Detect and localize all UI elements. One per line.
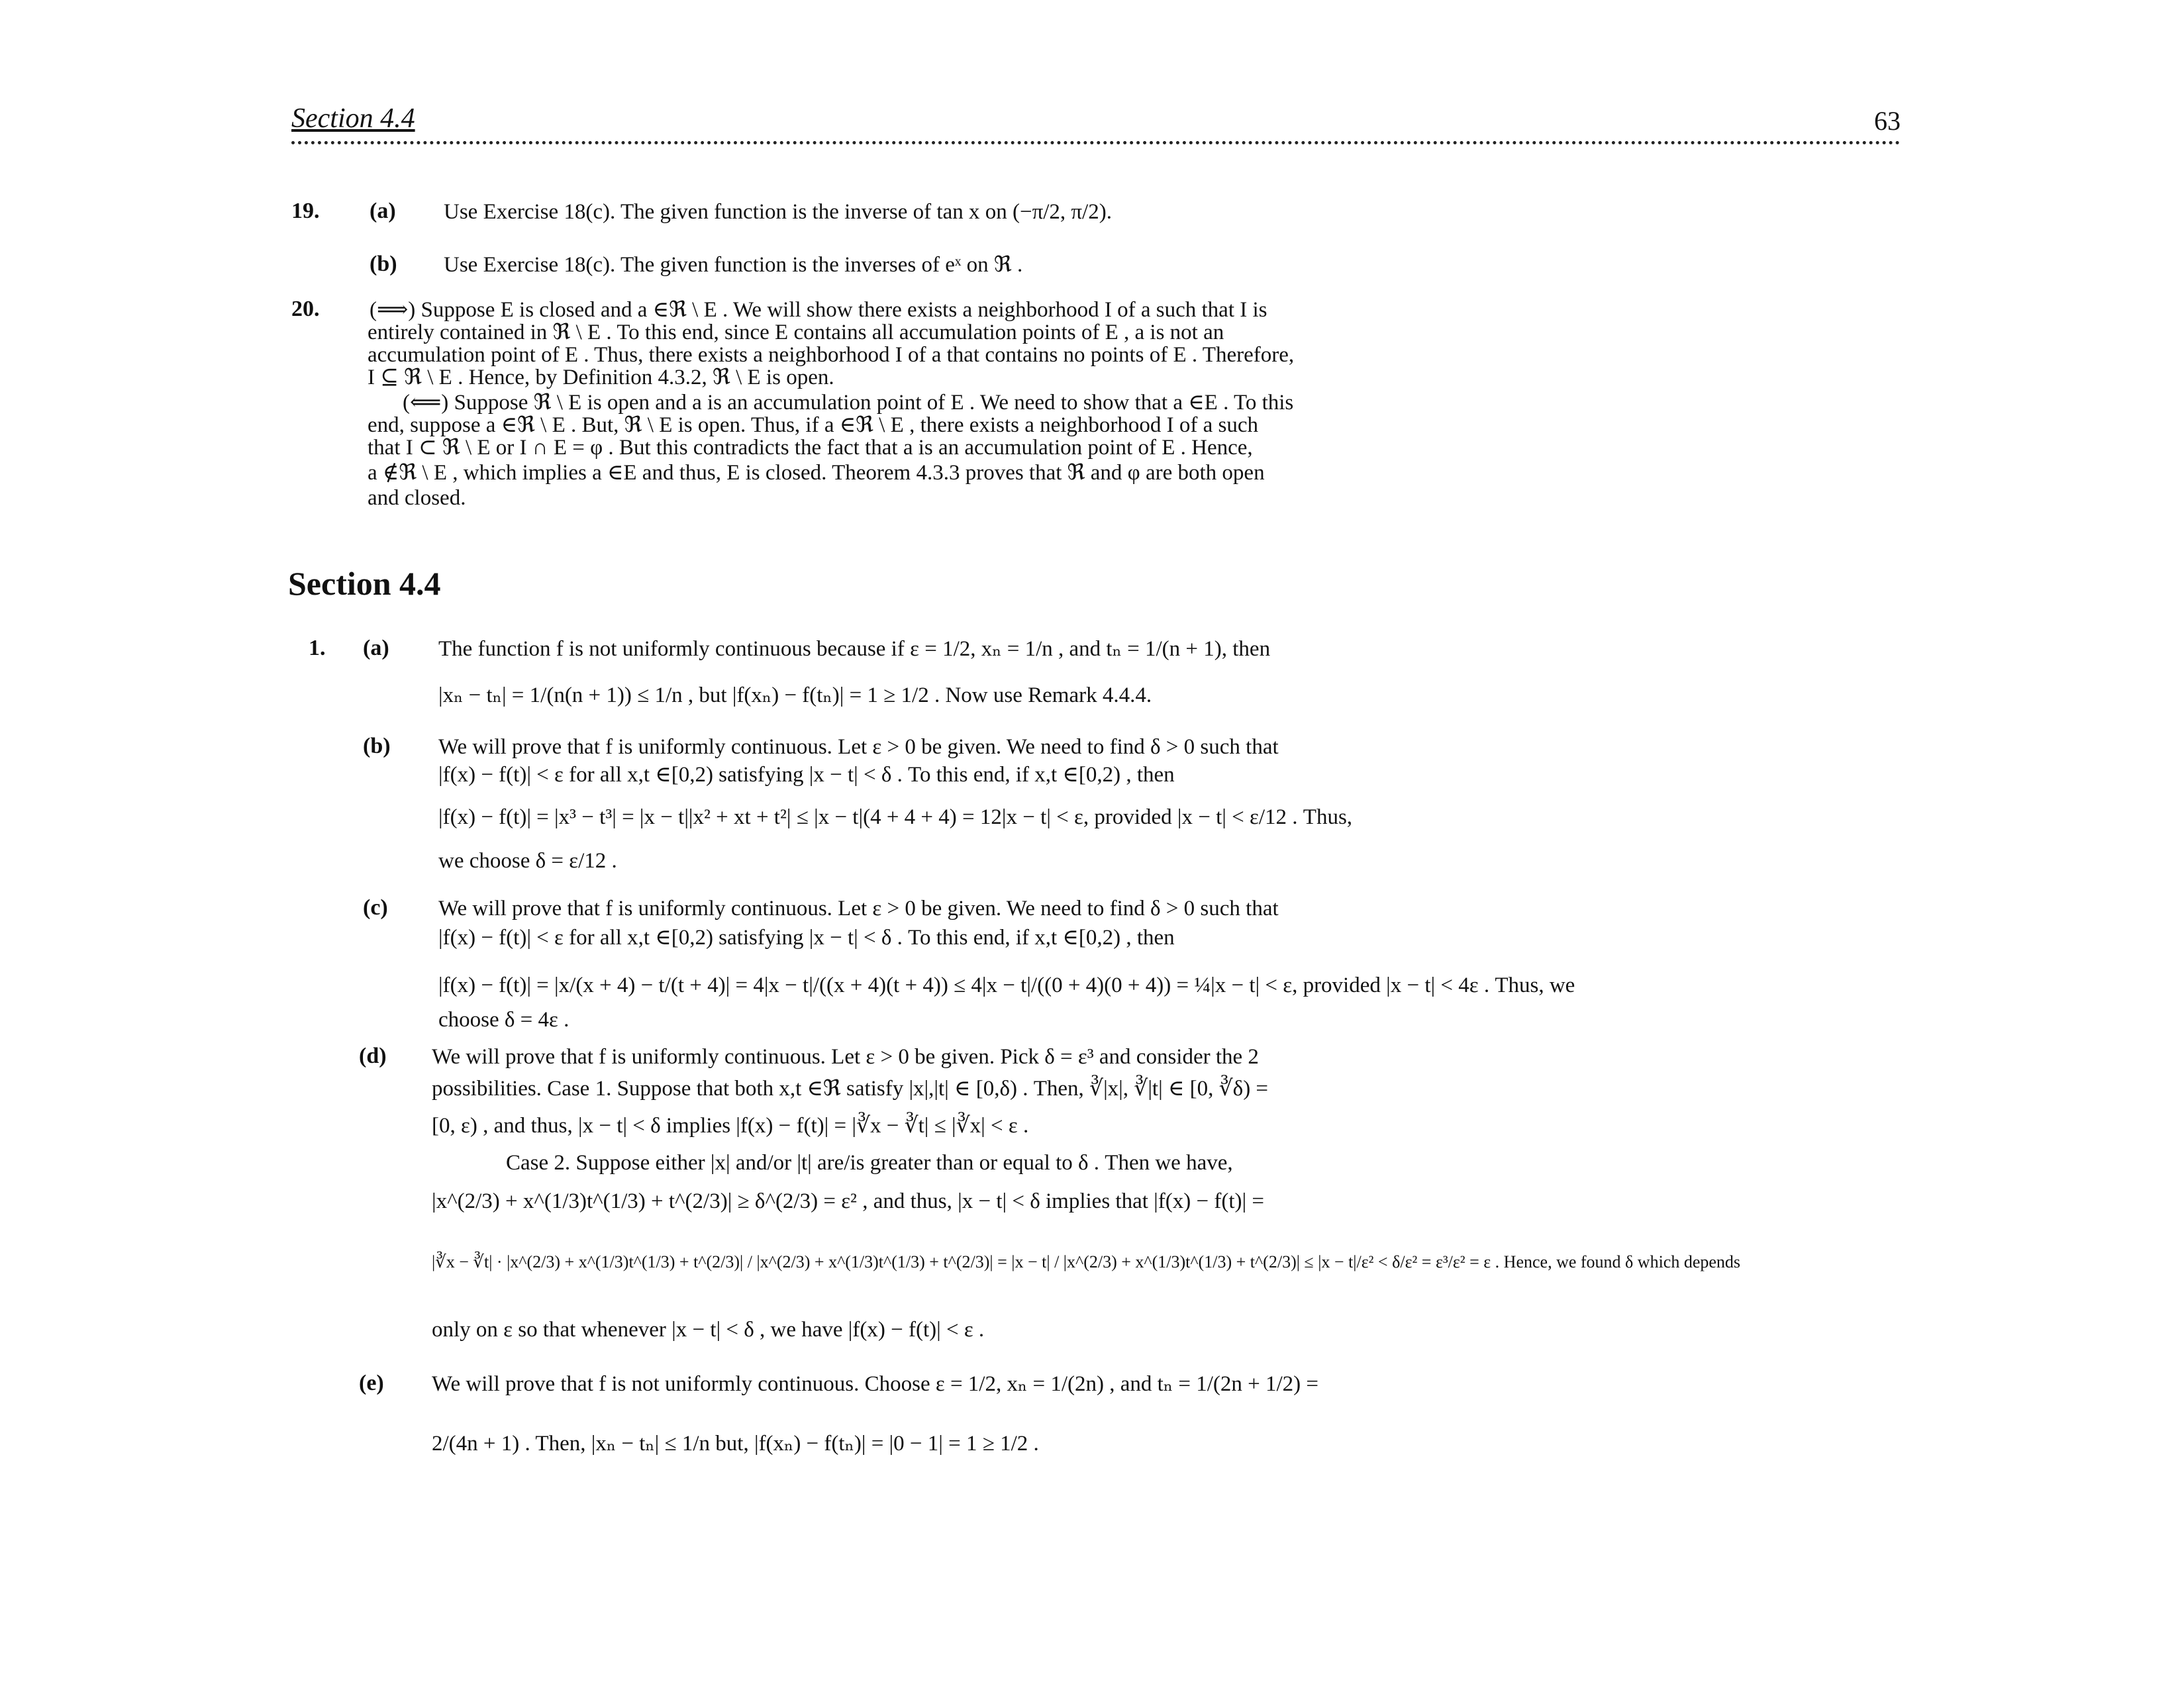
exercise-1d-line: Case 2. Suppose either |x| and/or |t| are/is greater than or equal to δ . Then we have, — [506, 1151, 1233, 1175]
exercise-20-line: and closed. — [368, 486, 466, 510]
part-label: (b) — [363, 734, 391, 758]
part-label: (b) — [370, 252, 397, 276]
exercise-20-line: entirely contained in ℜ \ E . To this end, since E contains all accumulation points of E , a is not an — [368, 321, 1224, 344]
exercise-1b-line: |f(x) − f(t)| = |x³ − t³| = |x − t||x² + xt + t²| ≤ |x − t|(4 + 4 + 4) = 12|x − t| < ε, provided |x − t| < ε/12 . Thus, — [438, 805, 1353, 829]
exercise-19b-text: Use Exercise 18(c). The given function is the inverses of eˣ on ℜ . — [444, 253, 1023, 277]
exercise-1e-line: 2/(4n + 1) . Then, |xₙ − tₙ| ≤ 1/n but, |f(xₙ) − f(tₙ)| = |0 − 1| = 1 ≥ 1/2 . — [432, 1432, 1039, 1456]
exercise-20-line: that I ⊂ ℜ \ E or I ∩ E = φ . But this contradicts the fact that a is an accumulation point of E . Hence, — [368, 436, 1253, 460]
part-label: (e) — [359, 1371, 384, 1395]
exercise-20-line: a ∉ℜ \ E , which implies a ∈E and thus, E is closed. Theorem 4.3.3 proves that ℜ and φ are both open — [368, 461, 1265, 485]
exercise-1d-line: only on ε so that whenever |x − t| < δ , we have |f(x) − f(t)| < ε . — [432, 1318, 985, 1342]
page-number: 63 — [1874, 106, 1901, 136]
part-label: (d) — [359, 1044, 387, 1068]
exercise-1c-line: |f(x) − f(t)| = |x/(x + 4) − t/(t + 4)| = 4|x − t|/((x + 4)(t + 4)) ≤ 4|x − t|/((0 + 4)(0 + 4)) = ¼|x − t| < ε, provided |x − t| < 4ε . Thus, we — [438, 973, 1575, 997]
exercise-1d-line: [0, ε) , and thus, |x − t| < δ implies |f(x) − f(t)| = |∛x − ∛t| ≤ |∛x| < ε . — [432, 1114, 1029, 1138]
running-header — [291, 103, 1901, 144]
exercise-1d-line: possibilities. Case 1. Suppose that both x,t ∈ℜ satisfy |x|,|t| ∈ [0,δ) . Then, ∛|x|, ∛|t| ∈ [0, ∛δ) = — [432, 1077, 1269, 1101]
exercise-1d-line: We will prove that f is uniformly continuous. Let ε > 0 be given. Pick δ = ε³ and consider the 2 — [432, 1045, 1259, 1069]
exercise-1d-line: |x^(2/3) + x^(1/3)t^(1/3) + t^(2/3)| ≥ δ^(2/3) = ε² , and thus, |x − t| < δ implies that |f(x) − f(t)| = — [432, 1189, 1264, 1213]
part-label: (a) — [370, 199, 396, 223]
exercise-1b-line: We will prove that f is uniformly continuous. Let ε > 0 be given. We need to find δ > 0 such that — [438, 735, 1279, 759]
exercise-1c-line: choose δ = 4ε . — [438, 1008, 570, 1032]
exercise-1e-line: We will prove that f is not uniformly continuous. Choose ε = 1/2, xₙ = 1/(2n) , and tₙ = 1/(2n + 1/2) = — [432, 1372, 1318, 1396]
exercise-1a-line: The function f is not uniformly continuous because if ε = 1/2, xₙ = 1/n , and tₙ = 1/(n + 1), then — [438, 637, 1271, 661]
exercise-1a-line: |xₙ − tₙ| = 1/(n(n + 1)) ≤ 1/n , but |f(xₙ) − f(tₙ)| = 1 ≥ 1/2 . Now use Remark 4.4.4. — [438, 683, 1152, 707]
exercise-number: 20. — [291, 297, 320, 321]
exercise-20-line: (⟹) Suppose E is closed and a ∈ℜ \ E . We will show there exists a neighborhood I of a such that I is — [370, 298, 1267, 322]
exercise-20-line: (⟸) Suppose ℜ \ E is open and a is an accumulation point of E . We need to show that a ∈E . To this — [403, 391, 1294, 415]
exercise-20-line: I ⊆ ℜ \ E . Hence, by Definition 4.3.2, ℜ \ E is open. — [368, 366, 834, 389]
exercise-20-line: accumulation point of E . Thus, there exists a neighborhood I of a that contains no points of E . Therefore, — [368, 343, 1295, 367]
exercise-1b-line: we choose δ = ε/12 . — [438, 849, 617, 873]
exercise-number: 1. — [309, 636, 326, 660]
exercise-1d-line: |∛x − ∛t| · |x^(2/3) + x^(1/3)t^(1/3) + t^(2/3)| / |x^(2/3) + x^(1/3)t^(1/3) + t^(2/3)| = |x − t| / |x^(2/3) + x^(1/3)t^(1/3) + t^(2/3)| ≤ |x − t|/ε² < δ/ε² = ε³/ε² = ε . Hence, we found δ which depends — [432, 1252, 1741, 1271]
part-label: (c) — [363, 895, 388, 920]
header-section-label: Section 4.4 — [291, 103, 415, 134]
exercise-1b-line: |f(x) − f(t)| < ε for all x,t ∈[0,2) satisfying |x − t| < δ . To this end, if x,t ∈[0,2) , then — [438, 763, 1175, 787]
part-label: (a) — [363, 636, 389, 660]
exercise-19a-text: Use Exercise 18(c). The given function is the inverse of tan x on (−π/2, π/2). — [444, 200, 1112, 224]
exercise-number: 19. — [291, 199, 320, 223]
exercise-1c-line: |f(x) − f(t)| < ε for all x,t ∈[0,2) satisfying |x − t| < δ . To this end, if x,t ∈[0,2) , then — [438, 926, 1175, 950]
exercise-20-line: end, suppose a ∈ℜ \ E . But, ℜ \ E is open. Thus, if a ∈ℜ \ E , there exists a neighborhood I of a such — [368, 413, 1259, 437]
exercise-1c-line: We will prove that f is uniformly continuous. Let ε > 0 be given. We need to find δ > 0 such that — [438, 897, 1279, 920]
section-title: Section 4.4 — [288, 565, 441, 602]
